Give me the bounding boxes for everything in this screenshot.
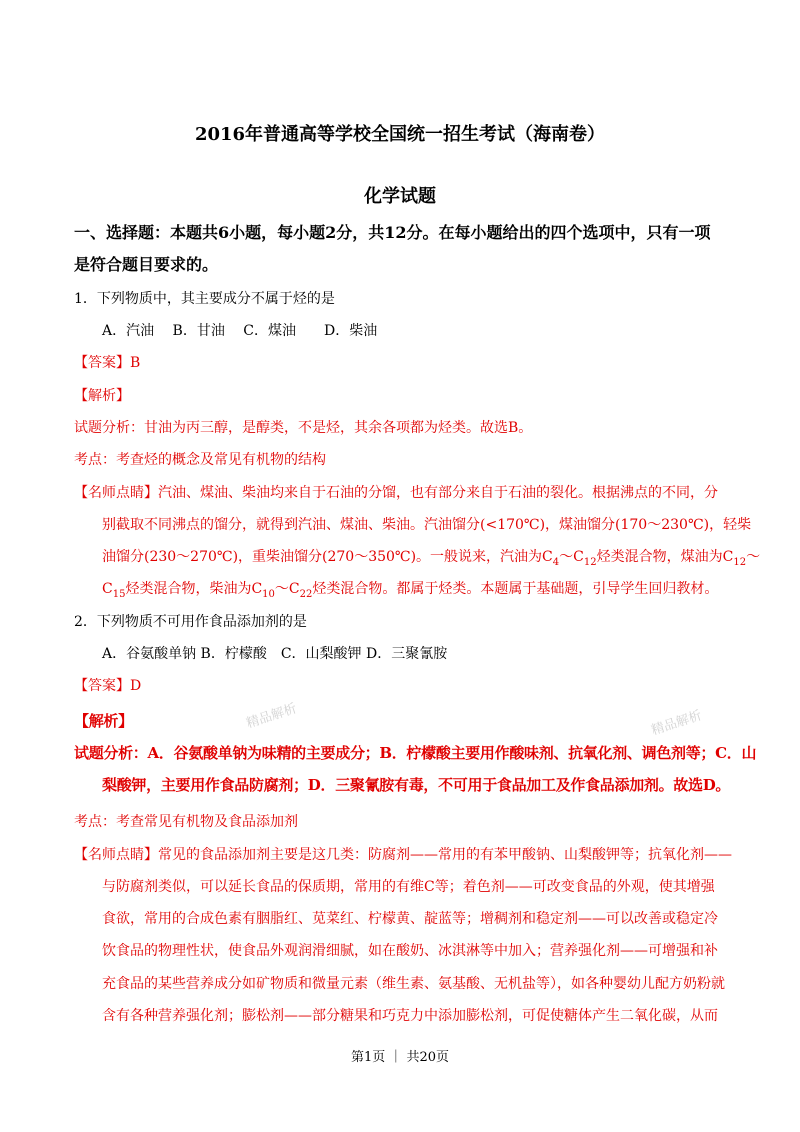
q1-tip-line: 别截取不同沸点的馏分，就得到汽油、煤油、柴油。汽油馏分(<170℃)，煤油馏分(170～230℃)，轻柴	[102, 517, 752, 533]
q1-tip-line: 【名师点睛】汽油、煤油、柴油均来自于石油的分馏，也有部分来自于石油的裂化。根据沸点的不同，分	[74, 485, 718, 501]
q2-analysis-line: 梨酸钾，主要用作食品防腐剂；D．三聚氰胺有毒，不可用于食品加工及作食品添加剂。故选D。	[102, 776, 731, 794]
q1-stem: 1．下列物质中，其主要成分不属于烃的是	[74, 291, 335, 307]
watermark: 精品解析	[244, 701, 299, 732]
q1-options: A．汽油 B．甘油 C．煤油 D．柴油	[102, 323, 378, 339]
q2-tip-line: 充食品的某些营养成分如矿物质和微量元素（维生素、氨基酸、无机盐等），如各种婴幼儿配方奶粉就	[102, 976, 725, 992]
watermark: 精品解析	[649, 708, 704, 739]
q2-answer: 【答案】D	[74, 678, 142, 694]
q2-tip-line: 【名师点睛】常见的食品添加剂主要是这几类：防腐剂——常用的有苯甲酸钠、山梨酸钾等；抗氧化剂——	[74, 847, 732, 863]
exam-title: 2016年普通高等学校全国统一招生考试（海南卷）	[194, 124, 606, 145]
q2-tip-line: 与防腐剂类似，可以延长食品的保质期，常用的有维C等；着色剂——可改变食品的外观，使其增强	[102, 879, 715, 895]
q2-stem: 2．下列物质不可用作食品添加剂的是	[74, 614, 307, 630]
q1-tip-line: $C_{15}$烃类混合物，柴油为$C_{10}\sim C_{22}$烃类混合物。都属于烃类。本题属于基础题，引导学生回归教材。	[102, 581, 719, 600]
q2-point: 考点：考查常见有机物及食品添加剂	[74, 814, 298, 830]
q2-tip-line: 饮食品的物理性状，使食品外观润滑细腻，如在酸奶、冰淇淋等中加入；营养强化剂——可增强和补	[102, 943, 718, 959]
q2-tip-line: 食欲，常用的合成色素有胭脂红、苋菜红、柠檬黄、靛蓝等；增稠剂和稳定剂——可以改善或稳定冷	[102, 911, 718, 927]
section-heading-line2: 是符合题目要求的。	[74, 255, 219, 274]
q2-options: A．谷氨酸单钠 B．柠檬酸 C．山梨酸钾 D．三聚氰胺	[102, 646, 448, 662]
q1-analysis: 试题分析：甘油为丙三醇，是醇类，不是烃，其余各项都为烃类。故选B。	[74, 420, 533, 436]
q1-tip-line: 油馏分(230～270℃)，重柴油馏分(270～350℃)。一般说来，汽油为$C_4\sim C_{12}$烃类混合物，煤油为$C_{12}\sim$	[102, 549, 761, 568]
q1-point: 考点：考查烃的概念及常见有机物的结构	[74, 452, 326, 468]
exam-subtitle: 化学试题	[364, 186, 436, 207]
q1-answer: 【答案】B	[74, 355, 141, 371]
q2-analysis-line: 试题分析：A．谷氨酸单钠为味精的主要成分；B．柠檬酸主要用作酸味剂、抗氧化剂、调色剂等；C．山	[74, 744, 757, 762]
page-footer: 第1页 ｜ 共20页	[350, 1050, 450, 1065]
q2-tip-line: 含有各种营养强化剂；膨松剂——部分糖果和巧克力中添加膨松剂，可促使糖体产生二氧化碳，从而	[102, 1008, 718, 1024]
q1-analysis-label: 【解析】	[74, 388, 130, 404]
q2-analysis-label: 【解析】	[74, 712, 133, 730]
section-heading-line1: 一、选择题：本题共6小题，每小题2分，共12分。在每小题给出的四个选项中，只有一项	[74, 223, 711, 242]
